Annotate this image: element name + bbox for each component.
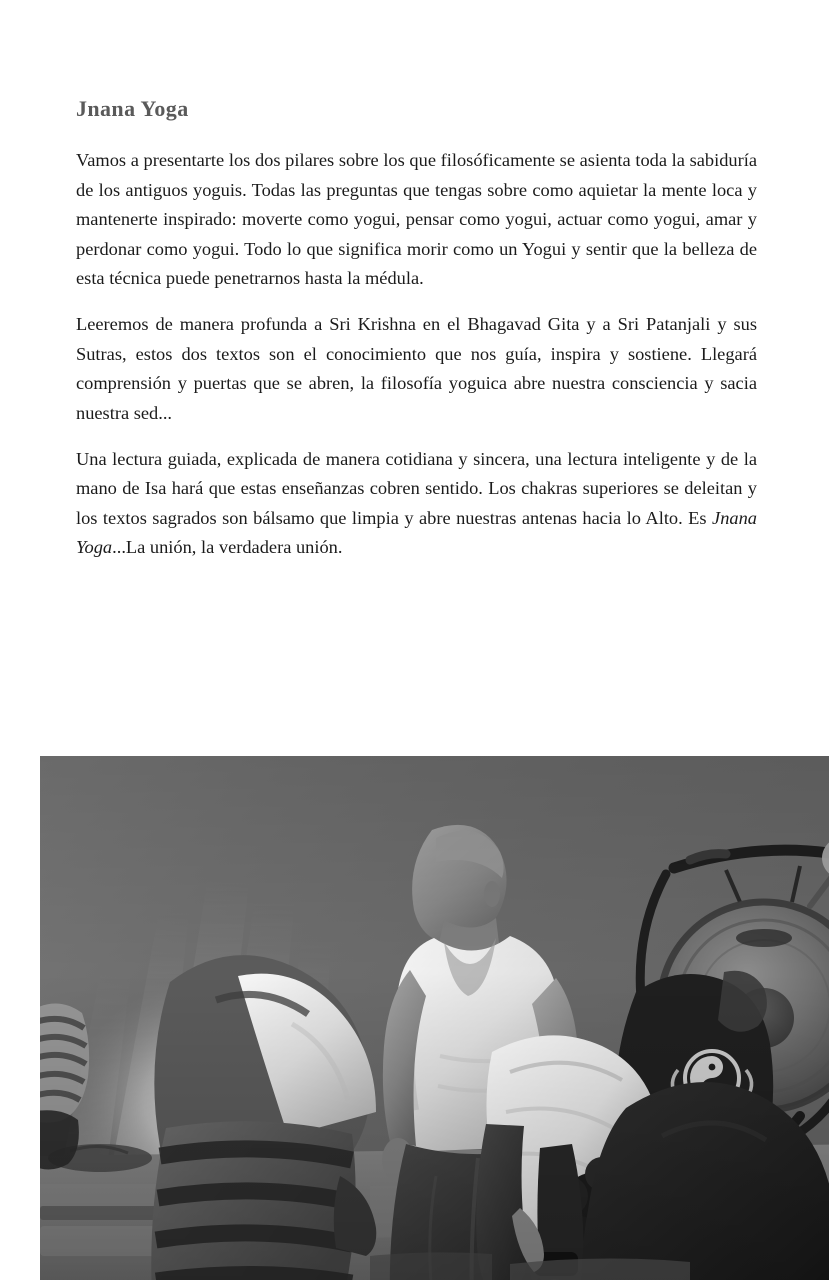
paragraph-3-emphasis: Jnana Yoga — [76, 507, 757, 558]
body-paragraph-2: Leeremos de manera profunda a Sri Krishna en el Bhagavad Gita y a Sri Patanjali y sus Sutras, estos dos textos son el conocimiento que nos guía, inspira y sostiene. Llegará comprensión y puertas que se abren, la filosofía yoguica abre nuestra consciencia y sacia nuestra sed... — [76, 314, 757, 423]
page-title: Jnana Yoga — [76, 96, 189, 121]
yoga-class-photo — [40, 756, 829, 1280]
body-paragraph-3 — [76, 445, 757, 563]
yoga-class-photo-illustration — [40, 756, 829, 1280]
body-paragraph-1: Vamos a presentarte los dos pilares sobre los que filosóficamente se asienta toda la sabiduría de los antiguos yoguis. Todas las preguntas que tengas sobre como aquietar la mente loca y mantenerte inspirado: moverte como yogui, pensar como yogui, actuar como yogui, amar y perdonar como yogui. Todo lo que significa morir como un Yogui y sentir que la belleza de esta técnica puede penetrarnos hasta la médula. — [76, 150, 757, 289]
text-column — [76, 96, 757, 563]
paragraph-3-lead: Una lectura guiada, explicada de manera cotidiana y sincera, una lectura inteligente y de la mano de Isa hará que estas enseñanzas cobren sentido. Los chakras superiores se deleitan y los textos sagrados son bálsamo que limpia y abre nuestras antenas hacia lo Alto. Es — [76, 449, 757, 528]
paragraph-3-tail: ...La unión, la verdadera unión. — [112, 537, 343, 558]
